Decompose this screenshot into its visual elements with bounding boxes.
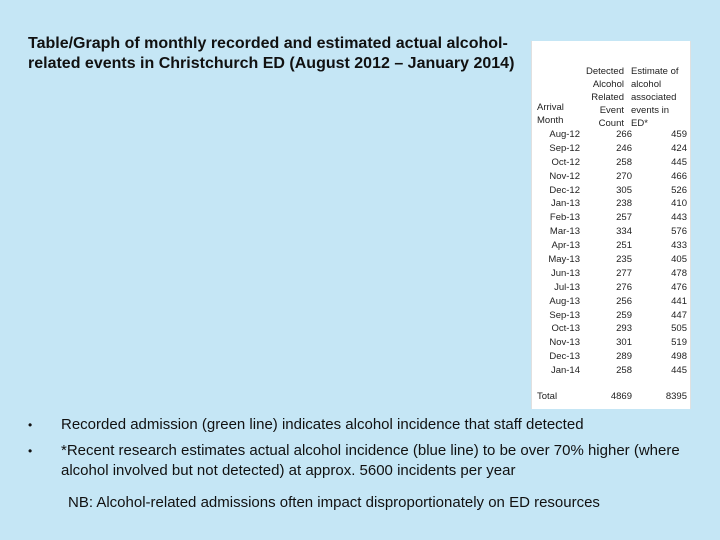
- total-row: [532, 391, 690, 405]
- cell-month: May-13: [548, 254, 580, 266]
- cell-month: Feb-13: [549, 212, 580, 224]
- cell-month: Jan-14: [550, 365, 580, 377]
- table-row: [532, 156, 690, 170]
- table-row: [532, 184, 690, 198]
- cell-month: Jun-13: [550, 267, 580, 279]
- cell-estimate: 445: [671, 365, 687, 377]
- bullet-item: [28, 415, 708, 435]
- cell-count: 235: [616, 254, 632, 266]
- cell-count: 238: [616, 198, 632, 210]
- cell-month: Oct-13: [551, 323, 580, 335]
- table-row: [532, 170, 690, 184]
- cell-estimate: 447: [671, 309, 687, 321]
- cell-month: Mar-13: [549, 226, 580, 238]
- cell-estimate: 433: [671, 240, 687, 252]
- table-row: [532, 309, 690, 323]
- cell-count: 289: [616, 351, 632, 363]
- cell-estimate: 519: [671, 337, 687, 349]
- cell-estimate: 459: [671, 129, 687, 140]
- bullet-list: [28, 415, 708, 487]
- table-row: [532, 239, 690, 253]
- bullet-text: Recorded admission (green line) indicates alcohol incidence that staff detected: [61, 416, 584, 433]
- cell-month: Nov-13: [549, 337, 580, 349]
- cell-month: Sep-13: [549, 309, 580, 321]
- data-table: [531, 41, 691, 409]
- table-row: [532, 197, 690, 211]
- cell-count: 301: [616, 337, 632, 349]
- cell-estimate: 476: [671, 281, 687, 293]
- cell-month: Apr-13: [551, 240, 580, 252]
- cell-count: 270: [616, 170, 632, 182]
- cell-estimate: 505: [671, 323, 687, 335]
- table-row: [532, 350, 690, 364]
- bullet-item: [28, 441, 708, 481]
- cell-month: Nov-12: [549, 170, 580, 182]
- total-label: Total: [537, 391, 558, 402]
- table-row: [532, 128, 690, 142]
- cell-month: Aug-13: [549, 295, 580, 307]
- table-row: [532, 225, 690, 239]
- table-row: [532, 281, 690, 295]
- bullet-dot-icon: •: [28, 418, 33, 432]
- cell-estimate: 445: [671, 156, 687, 168]
- cell-count: 258: [616, 156, 632, 168]
- cell-count: 305: [616, 184, 632, 196]
- cell-month: Aug-12: [549, 129, 580, 140]
- cell-estimate: 424: [671, 142, 687, 154]
- table-row: [532, 142, 690, 156]
- bullet-text: *Recent research estimates actual alcohol incidence (blue line) to be over 70% higher (where alcohol involved but not detected) at approx. 5600 incidents per year: [61, 442, 680, 479]
- cell-estimate: 410: [671, 198, 687, 210]
- cell-count: 293: [616, 323, 632, 335]
- cell-count: 259: [616, 309, 632, 321]
- cell-estimate: 466: [671, 170, 687, 182]
- cell-count: 276: [616, 281, 632, 293]
- bullet-dot-icon: •: [28, 444, 33, 458]
- header-detected-count: Detected Alcohol Related Event Count: [585, 66, 624, 129]
- table-row: [532, 295, 690, 309]
- cell-count: 266: [616, 129, 632, 140]
- header-arrival-month: Arrival Month: [537, 102, 564, 126]
- table-row: [532, 267, 690, 281]
- cell-month: Dec-13: [549, 351, 580, 363]
- cell-count: 251: [616, 240, 632, 252]
- cell-month: Sep-12: [549, 142, 580, 154]
- cell-estimate: 441: [671, 295, 687, 307]
- cell-month: Dec-12: [549, 184, 580, 196]
- cell-month: Jul-13: [554, 281, 580, 293]
- cell-estimate: 576: [671, 226, 687, 238]
- table-body: [532, 128, 690, 378]
- table-row: [532, 336, 690, 350]
- cell-estimate: 405: [671, 254, 687, 266]
- nb-note: NB: Alcohol-related admissions often impact disproportionately on ED resources: [68, 494, 600, 511]
- total-count: 4869: [610, 391, 632, 402]
- cell-estimate: 478: [671, 267, 687, 279]
- table-row: [532, 253, 690, 267]
- cell-count: 257: [616, 212, 632, 224]
- cell-month: Oct-12: [551, 156, 580, 168]
- cell-count: 246: [616, 142, 632, 154]
- cell-estimate: 443: [671, 212, 687, 224]
- cell-month: Jan-13: [550, 198, 580, 210]
- header-estimate: Estimate of alcohol associated events in ED*: [631, 66, 679, 129]
- slide-title: Table/Graph of monthly recorded and estimated actual alcohol-related events in Christchurch ED (August 2012 – January 2014): [28, 35, 515, 72]
- table-row: [532, 364, 690, 378]
- cell-estimate: 526: [671, 184, 687, 196]
- cell-count: 258: [616, 365, 632, 377]
- table-row: [532, 322, 690, 336]
- table-row: [532, 211, 690, 225]
- cell-estimate: 498: [671, 351, 687, 363]
- cell-count: 277: [616, 267, 632, 279]
- cell-count: 334: [616, 226, 632, 238]
- cell-count: 256: [616, 295, 632, 307]
- total-estimate: 8395: [665, 391, 687, 402]
